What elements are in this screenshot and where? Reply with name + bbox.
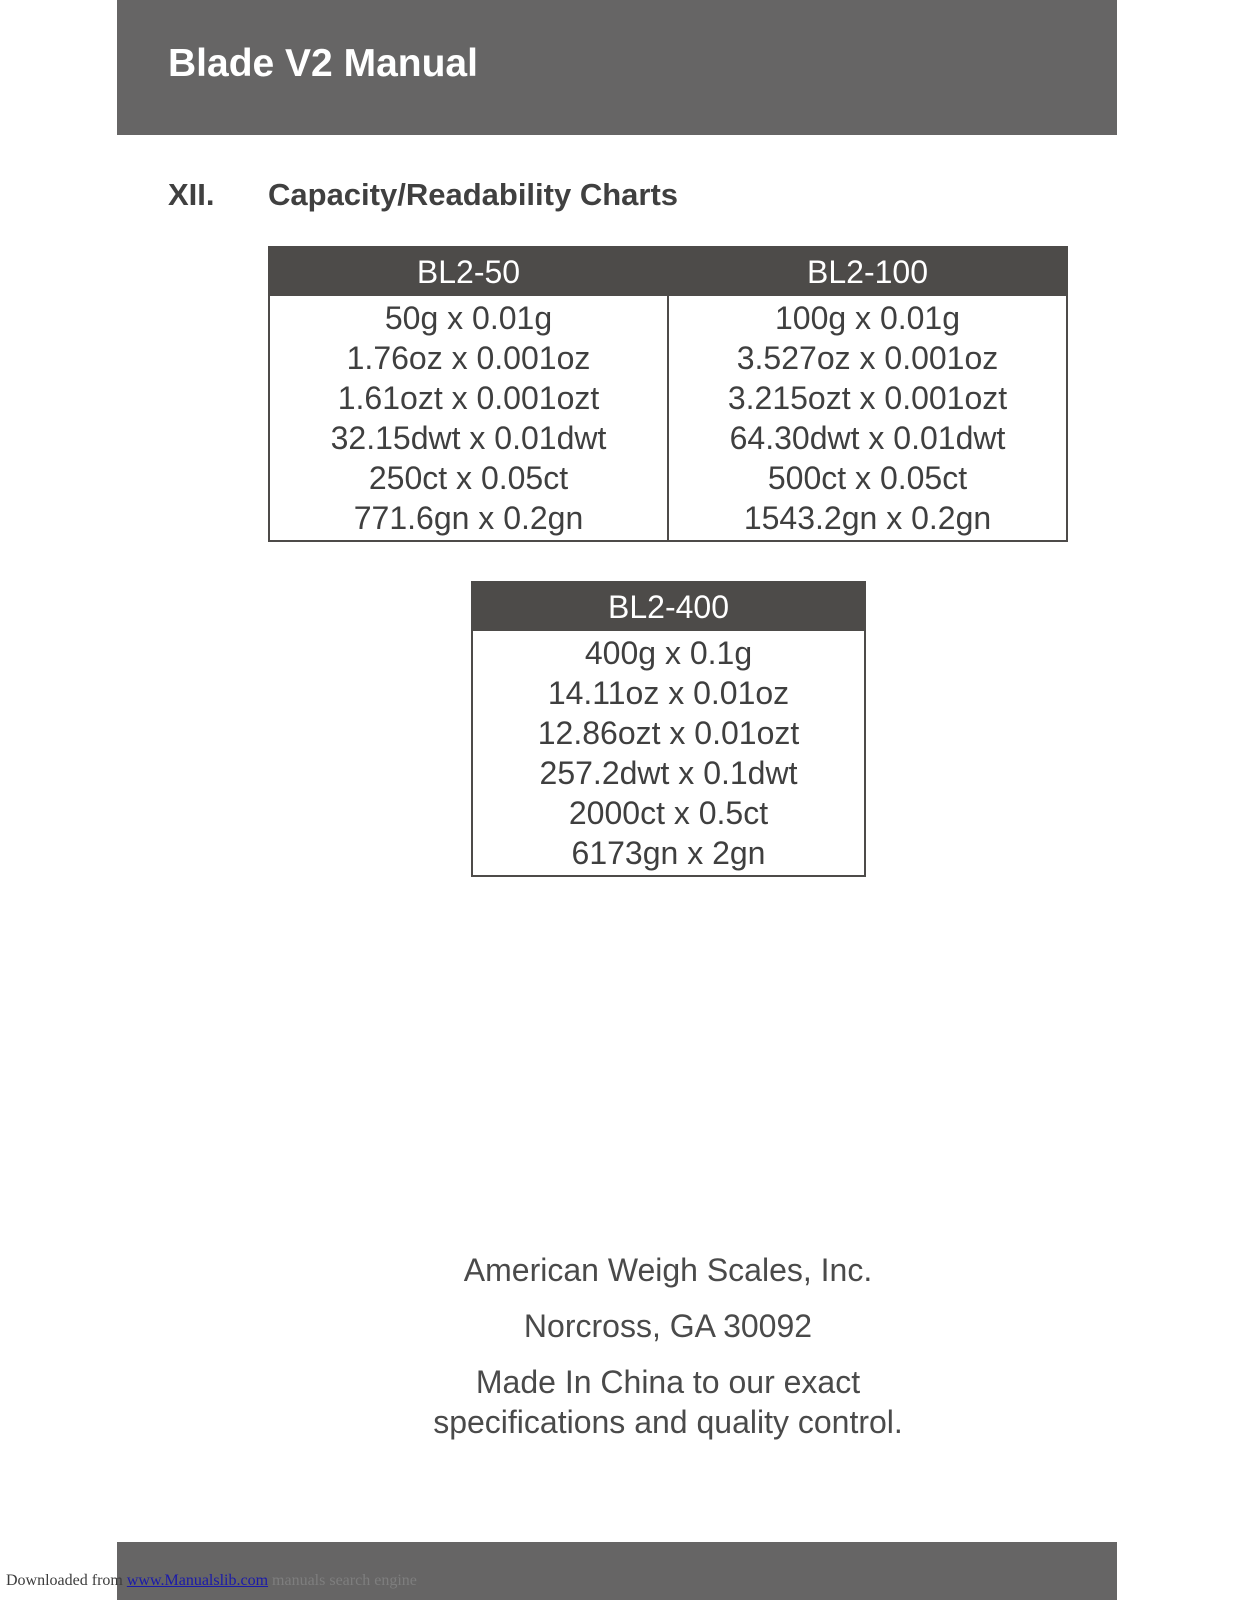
spec-line: 250ct x 0.05ct bbox=[368, 460, 569, 496]
spec-line: 500ct x 0.05ct bbox=[767, 460, 968, 496]
table-header-row bbox=[269, 247, 1067, 296]
capacity-table-bl2-50-bl2-100 bbox=[268, 246, 1068, 542]
bottom-band bbox=[117, 1542, 1117, 1600]
column-header-bl2-400: BL2-400 bbox=[472, 582, 865, 631]
spec-line: 257.2dwt x 0.1dwt bbox=[539, 755, 798, 791]
spec-line: 1543.2gn x 0.2gn bbox=[743, 500, 992, 536]
table-row bbox=[472, 631, 865, 876]
spec-line: 2000ct x 0.5ct bbox=[568, 795, 769, 831]
spec-cell-bl2-50 bbox=[269, 296, 668, 541]
company-address: Norcross, GA 30092 bbox=[523, 1308, 813, 1344]
spec-line: 3.527oz x 0.001oz bbox=[736, 340, 999, 376]
spec-cell-bl2-400 bbox=[472, 631, 865, 876]
spec-line: 14.11oz x 0.01oz bbox=[547, 675, 790, 711]
column-header-bl2-50: BL2-50 bbox=[269, 247, 668, 296]
section-number: XII. bbox=[168, 177, 215, 212]
column-header-bl2-100: BL2-100 bbox=[668, 247, 1067, 296]
company-name: American Weigh Scales, Inc. bbox=[463, 1252, 873, 1288]
spec-line: 1.61ozt x 0.001ozt bbox=[337, 380, 600, 416]
header-band bbox=[117, 0, 1117, 135]
spec-line: 771.6gn x 0.2gn bbox=[353, 500, 584, 536]
capacity-table-bl2-400 bbox=[471, 581, 866, 877]
spec-line: 3.215ozt x 0.001ozt bbox=[727, 380, 1008, 416]
spec-line: 50g x 0.01g bbox=[384, 300, 553, 336]
spec-line: 100g x 0.01g bbox=[774, 300, 961, 336]
manualslib-link[interactable]: www.Manualslib.com bbox=[126, 1572, 269, 1589]
section-title: Capacity/Readability Charts bbox=[268, 177, 679, 212]
table-row bbox=[269, 296, 1067, 541]
company-footer bbox=[268, 1250, 1068, 1442]
watermark-suffix: manuals search engine bbox=[268, 1572, 417, 1589]
manufacturing-note: Made In China to our exact specifications and quality control. bbox=[433, 1364, 903, 1440]
spec-line: 400g x 0.1g bbox=[584, 635, 753, 671]
table-header-row bbox=[472, 582, 865, 631]
spec-cell-bl2-100 bbox=[668, 296, 1067, 541]
spec-line: 6173gn x 2gn bbox=[571, 835, 766, 871]
spec-line: 64.30dwt x 0.01dwt bbox=[729, 420, 1006, 456]
spec-line: 32.15dwt x 0.01dwt bbox=[330, 420, 607, 456]
spec-line: 12.86ozt x 0.01ozt bbox=[537, 715, 800, 751]
manual-title: Blade V2 Manual bbox=[168, 42, 478, 85]
spec-line: 1.76oz x 0.001oz bbox=[346, 340, 591, 376]
watermark-prefix: Downloaded from bbox=[6, 1572, 127, 1589]
download-watermark bbox=[6, 1572, 417, 1590]
